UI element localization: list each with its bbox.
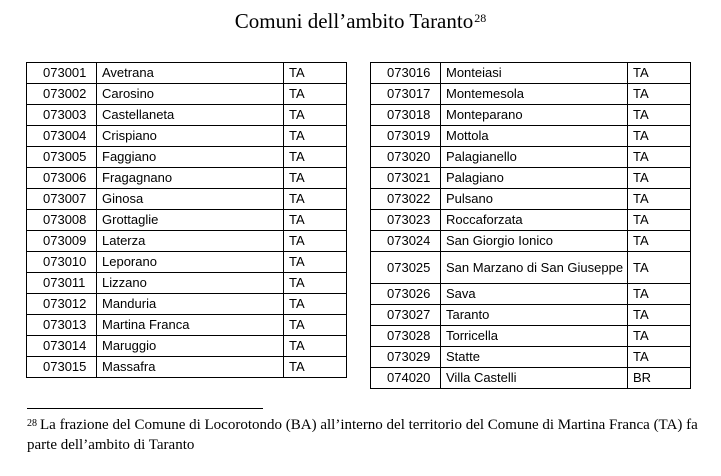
table-row <box>27 231 347 252</box>
table-row <box>371 189 691 210</box>
footnote-number: 28 <box>27 418 37 429</box>
province-cell: TA <box>628 147 691 168</box>
comune-name-cell: Palagianello <box>441 147 628 168</box>
table-row <box>371 84 691 105</box>
table-row <box>371 284 691 305</box>
comune-name-cell: San Giorgio Ionico <box>441 231 628 252</box>
comune-code-cell: 073017 <box>371 84 441 105</box>
province-cell: TA <box>628 105 691 126</box>
comune-name-cell: Palagiano <box>441 168 628 189</box>
comune-name-cell: Faggiano <box>97 147 284 168</box>
comune-code-cell: 073006 <box>27 168 97 189</box>
table-row <box>371 252 691 284</box>
comune-code-cell: 073010 <box>27 252 97 273</box>
comune-name-cell: Maruggio <box>97 336 284 357</box>
comune-name-cell: Avetrana <box>97 63 284 84</box>
table-row <box>27 357 347 378</box>
province-cell: TA <box>628 126 691 147</box>
province-cell: TA <box>284 231 347 252</box>
province-cell: TA <box>628 252 691 284</box>
footnote <box>27 415 707 455</box>
table-row <box>371 347 691 368</box>
comune-name-cell: Ginosa <box>97 189 284 210</box>
footnote-text: La frazione del Comune di Locorotondo (BA) all’interno del territorio del Comune di Martina Franca (TA) fa parte dell’ambito di Taranto <box>27 417 698 453</box>
table-right-body <box>371 63 691 389</box>
comuni-table-right <box>370 62 691 389</box>
table-row <box>27 63 347 84</box>
table-row <box>371 305 691 326</box>
table-row <box>371 368 691 389</box>
comune-code-cell: 073001 <box>27 63 97 84</box>
table-row <box>371 231 691 252</box>
comune-code-cell: 073005 <box>27 147 97 168</box>
table-row <box>27 105 347 126</box>
comune-code-cell: 073015 <box>27 357 97 378</box>
comune-name-cell: Castellaneta <box>97 105 284 126</box>
comune-code-cell: 073027 <box>371 305 441 326</box>
table-row <box>27 126 347 147</box>
table-row <box>371 105 691 126</box>
comune-name-cell: Monteiasi <box>441 63 628 84</box>
province-cell: TA <box>284 84 347 105</box>
province-cell: TA <box>628 84 691 105</box>
comune-name-cell: Lizzano <box>97 273 284 294</box>
footnote-rule <box>27 408 263 409</box>
province-cell: TA <box>628 231 691 252</box>
table-row <box>27 189 347 210</box>
comune-code-cell: 073029 <box>371 347 441 368</box>
comune-name-cell: San Marzano di San Giuseppe <box>441 252 628 284</box>
comune-code-cell: 073011 <box>27 273 97 294</box>
province-cell: TA <box>628 63 691 84</box>
page-title <box>0 6 721 36</box>
table-row <box>371 210 691 231</box>
table-row <box>371 147 691 168</box>
comune-name-cell: Statte <box>441 347 628 368</box>
table-row <box>27 273 347 294</box>
table-row <box>371 168 691 189</box>
comune-code-cell: 073014 <box>27 336 97 357</box>
table-left-body <box>27 63 347 378</box>
comune-name-cell: Crispiano <box>97 126 284 147</box>
comune-code-cell: 073004 <box>27 126 97 147</box>
province-cell: BR <box>628 368 691 389</box>
table-row <box>27 315 347 336</box>
comune-code-cell: 073022 <box>371 189 441 210</box>
province-cell: TA <box>284 357 347 378</box>
province-cell: TA <box>284 336 347 357</box>
table-row <box>27 294 347 315</box>
comune-code-cell: 074020 <box>371 368 441 389</box>
comune-name-cell: Grottaglie <box>97 210 284 231</box>
comune-code-cell: 073021 <box>371 168 441 189</box>
comune-code-cell: 073008 <box>27 210 97 231</box>
comune-code-cell: 073019 <box>371 126 441 147</box>
comune-code-cell: 073023 <box>371 210 441 231</box>
comune-code-cell: 073012 <box>27 294 97 315</box>
province-cell: TA <box>284 252 347 273</box>
province-cell: TA <box>284 315 347 336</box>
table-row <box>27 168 347 189</box>
comune-code-cell: 073028 <box>371 326 441 347</box>
comune-code-cell: 073025 <box>371 252 441 284</box>
comune-name-cell: Manduria <box>97 294 284 315</box>
comune-name-cell: Villa Castelli <box>441 368 628 389</box>
province-cell: TA <box>284 273 347 294</box>
table-row <box>27 252 347 273</box>
table-row <box>371 126 691 147</box>
comune-name-cell: Roccaforzata <box>441 210 628 231</box>
comune-name-cell: Massafra <box>97 357 284 378</box>
province-cell: TA <box>284 105 347 126</box>
province-cell: TA <box>628 284 691 305</box>
comune-name-cell: Monteparano <box>441 105 628 126</box>
comune-name-cell: Leporano <box>97 252 284 273</box>
province-cell: TA <box>628 210 691 231</box>
comune-name-cell: Taranto <box>441 305 628 326</box>
province-cell: TA <box>284 189 347 210</box>
province-cell: TA <box>284 126 347 147</box>
province-cell: TA <box>284 294 347 315</box>
title-text: Comuni dell’ambito Taranto <box>234 9 474 33</box>
comune-name-cell: Mottola <box>441 126 628 147</box>
province-cell: TA <box>628 305 691 326</box>
comune-code-cell: 073013 <box>27 315 97 336</box>
comune-name-cell: Torricella <box>441 326 628 347</box>
province-cell: TA <box>284 210 347 231</box>
comune-name-cell: Martina Franca <box>97 315 284 336</box>
province-cell: TA <box>284 147 347 168</box>
comune-code-cell: 073009 <box>27 231 97 252</box>
province-cell: TA <box>284 168 347 189</box>
table-row <box>27 147 347 168</box>
province-cell: TA <box>284 63 347 84</box>
comune-name-cell: Carosino <box>97 84 284 105</box>
comune-name-cell: Pulsano <box>441 189 628 210</box>
comune-name-cell: Sava <box>441 284 628 305</box>
comune-code-cell: 073018 <box>371 105 441 126</box>
comune-code-cell: 073024 <box>371 231 441 252</box>
comune-code-cell: 073020 <box>371 147 441 168</box>
comune-code-cell: 073007 <box>27 189 97 210</box>
table-row <box>27 210 347 231</box>
province-cell: TA <box>628 189 691 210</box>
title-footnote-ref: 28 <box>474 11 487 25</box>
province-cell: TA <box>628 347 691 368</box>
table-row <box>371 63 691 84</box>
province-cell: TA <box>628 326 691 347</box>
comuni-table-left <box>26 62 347 378</box>
comune-code-cell: 073016 <box>371 63 441 84</box>
comune-name-cell: Montemesola <box>441 84 628 105</box>
comune-code-cell: 073026 <box>371 284 441 305</box>
province-cell: TA <box>628 168 691 189</box>
table-row <box>27 84 347 105</box>
comune-code-cell: 073002 <box>27 84 97 105</box>
table-row <box>371 326 691 347</box>
table-row <box>27 336 347 357</box>
comune-name-cell: Laterza <box>97 231 284 252</box>
comune-name-cell: Fragagnano <box>97 168 284 189</box>
comune-code-cell: 073003 <box>27 105 97 126</box>
